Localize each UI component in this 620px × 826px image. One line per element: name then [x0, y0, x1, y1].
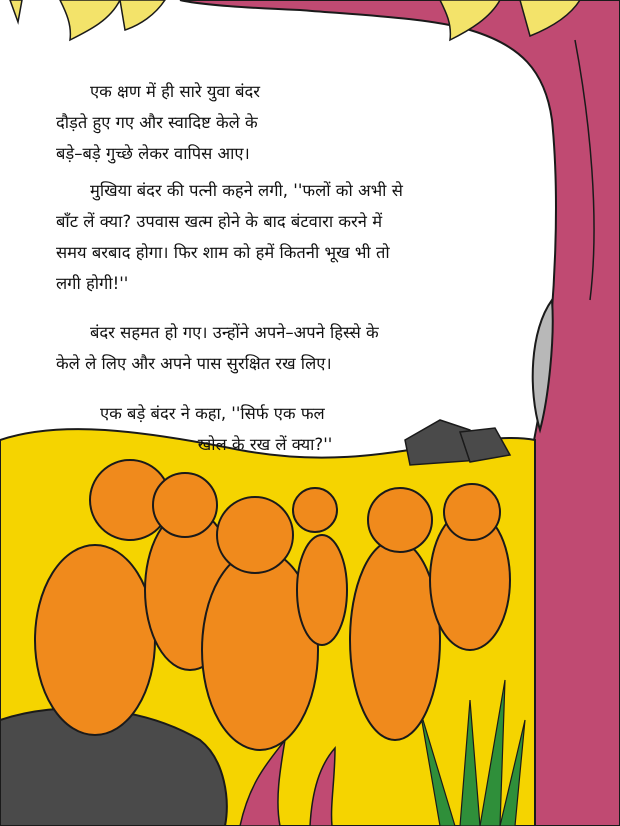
monkey-body	[297, 535, 347, 645]
text-line: बंदर सहमत हो गए। उन्होंने अपने–अपने हिस्से के	[90, 323, 379, 342]
leaf	[10, 0, 22, 22]
text-line: समय बरबाद होगा। फिर शाम को हमें कितनी भूख भी तो	[56, 243, 390, 262]
leaf	[60, 0, 120, 40]
text-line: केले ले लिए और अपने पास सुरक्षित रख लिए।	[56, 354, 332, 373]
text-line: बड़े–बड़े गुच्छे लेकर वापिस आए।	[56, 144, 250, 163]
monkey-body	[350, 540, 440, 740]
monkey-head	[153, 473, 217, 537]
monkey-head	[444, 484, 500, 540]
monkey-head	[217, 497, 293, 573]
text-line: दौड़ते हुए गए और स्वादिष्ट केले के	[56, 113, 258, 132]
text-line: एक बड़े बंदर ने कहा, ''सिर्फ एक फल	[100, 404, 325, 423]
monkey-head	[368, 488, 432, 552]
paragraph-4	[100, 398, 430, 460]
text-line: बाँट लें क्या? उपवास खत्म होने के बाद बंटवारा करने में	[56, 212, 383, 231]
paragraph-3	[56, 317, 436, 379]
paragraph-1	[56, 76, 356, 169]
text-line: मुखिया बंदर की पत्नी कहने लगी, ''फलों को अभी से	[90, 181, 403, 200]
text-line: खोल के रख लें क्या?''	[197, 435, 333, 454]
monkey-head	[293, 488, 337, 532]
monkey-body	[35, 545, 155, 735]
text-line: एक क्षण में ही सारे युवा बंदर	[90, 82, 261, 101]
paragraph-2	[56, 175, 496, 299]
leaf	[120, 0, 165, 30]
text-line: लगी होगी!''	[56, 274, 129, 293]
